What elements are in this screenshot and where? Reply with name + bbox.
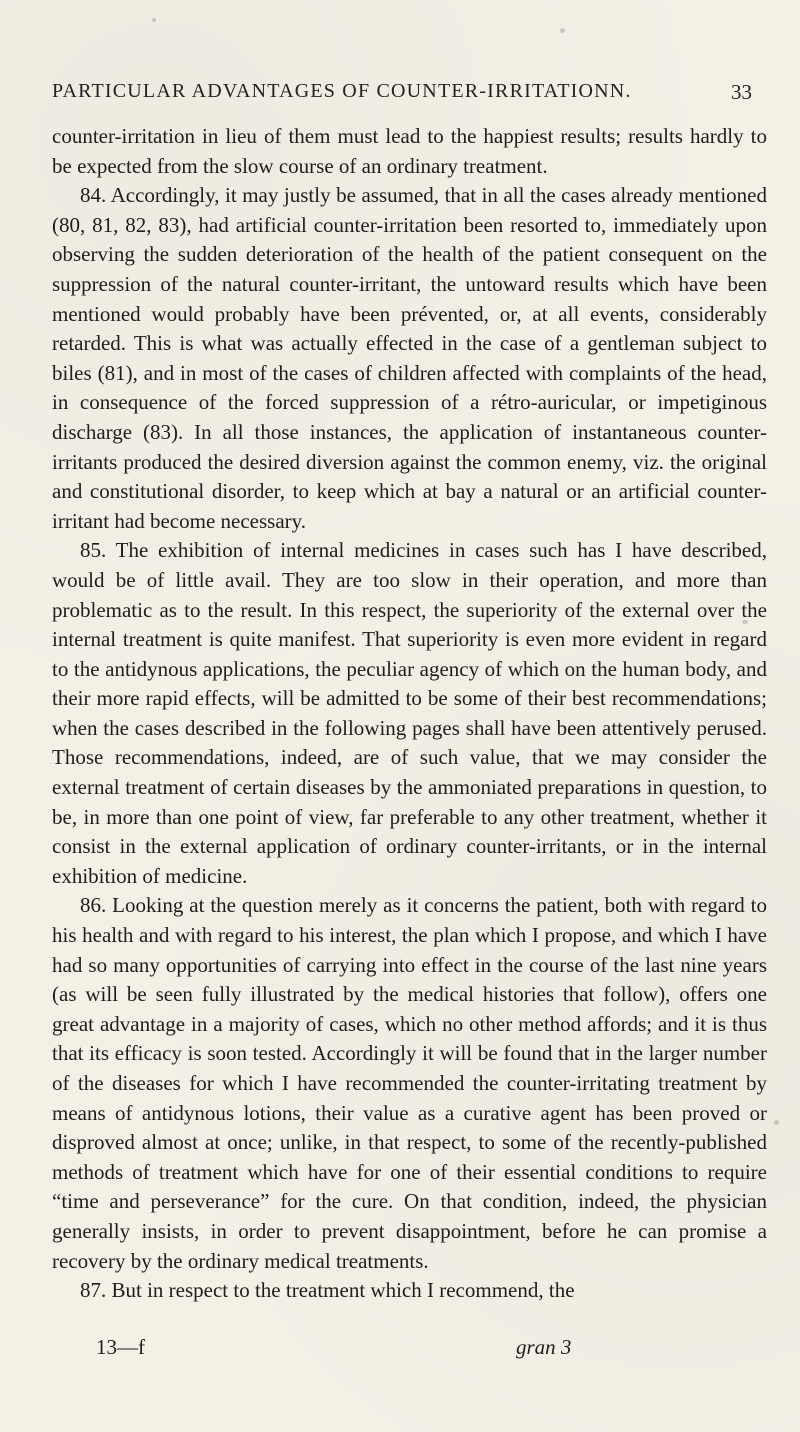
paragraph-86: 86. Looking at the question merely as it concerns the patient, both with regard to his health and with regard to his interest, the plan which I propose, and which I have had so many opportunities of carrying into effect in the course of the last nine years (as will be seen fully illustrated by the medical histories that follow), offers one great advantage in a majority of cases, which no other method affords; and it is thus that its efficacy is soon tested. Accordingly it will be found that in the larger number of the diseases for which I have recommended the counter-irritating treatment by means of antidynous lotions, their value as a curative agent has been proved or disproved almost at once; unlike, in that respect, to some of the recently-published methods of treatment which have for one of their essential conditions to require “time and perseverance” for the cure. On that condition, indeed, the physician generally insists, in order to prevent disappointment, before he can promise a recovery by the ordinary medical treatments. xyxy=(52,893,767,1273)
intro-paragraph: counter-irritation in lieu of them must lead to the happiest results; results hardly to be expected from the slow course of an ordinary treatment. xyxy=(52,124,767,178)
paragraph-84: 84. Accordingly, it may justly be assumed, that in all the cases already mentioned (80, 81, 82, 83), had artificial counter-irritation been resorted to, immediately upon observing the sudden deterioration of the health of the patient consequent on the suppression of the natural counter-irritant, the untoward results which have been mentioned would probably have been prévented, or, at all events, considerably retarded. This is what was actually effected in the case of a gentleman subject to biles (81), and in most of the cases of children affected with complaints of the head, in consequence of the forced suppression of a rétro-auricular, or impetiginous discharge (83). In all those instances, the application of instantaneous counter-irritants produced the desired diversion against the common enemy, viz. the original and constitutional disorder, to keep which at bay a natural or an artificial counter-irritant had become necessary. xyxy=(52,183,767,533)
page-number: 33 xyxy=(731,80,752,104)
paragraph-85: 85. The exhibition of internal medicines in cases such has I have described, would be of little avail. They are too slow in their operation, and more than problematic as to the result. In this respect, the superiority of the external over the internal treatment is quite manifest. That superiority is even more evident in regard to the antidynous applications, the peculiar agency of which on the human body, and their more rapid effects, will be admitted to be some of their best recommendations; when the cases described in the following pages shall have been attentively perused. Those recommendations, indeed, are of such value, that we may consider the external treatment of certain diseases by the ammoniated preparations in question, to be, in more than one point of view, far preferable to any other treatment, whether it consist in the external application of ordinary counter-irritants, or in the internal exhibition of medicine. xyxy=(52,538,767,888)
running-title: PARTICULAR ADVANTAGES OF COUNTER-IRRITATIONN. xyxy=(52,80,632,102)
signature-mark: 13—f xyxy=(96,1335,145,1359)
paragraph-87-start: 87. But in respect to the treatment which I recommend, the xyxy=(80,1278,575,1303)
paper-speck xyxy=(774,1120,779,1125)
main-text xyxy=(52,122,767,1306)
catchword: gran 3 xyxy=(516,1335,572,1359)
paper-speck xyxy=(152,18,156,22)
running-header xyxy=(52,80,752,110)
paper-speck xyxy=(560,28,565,33)
